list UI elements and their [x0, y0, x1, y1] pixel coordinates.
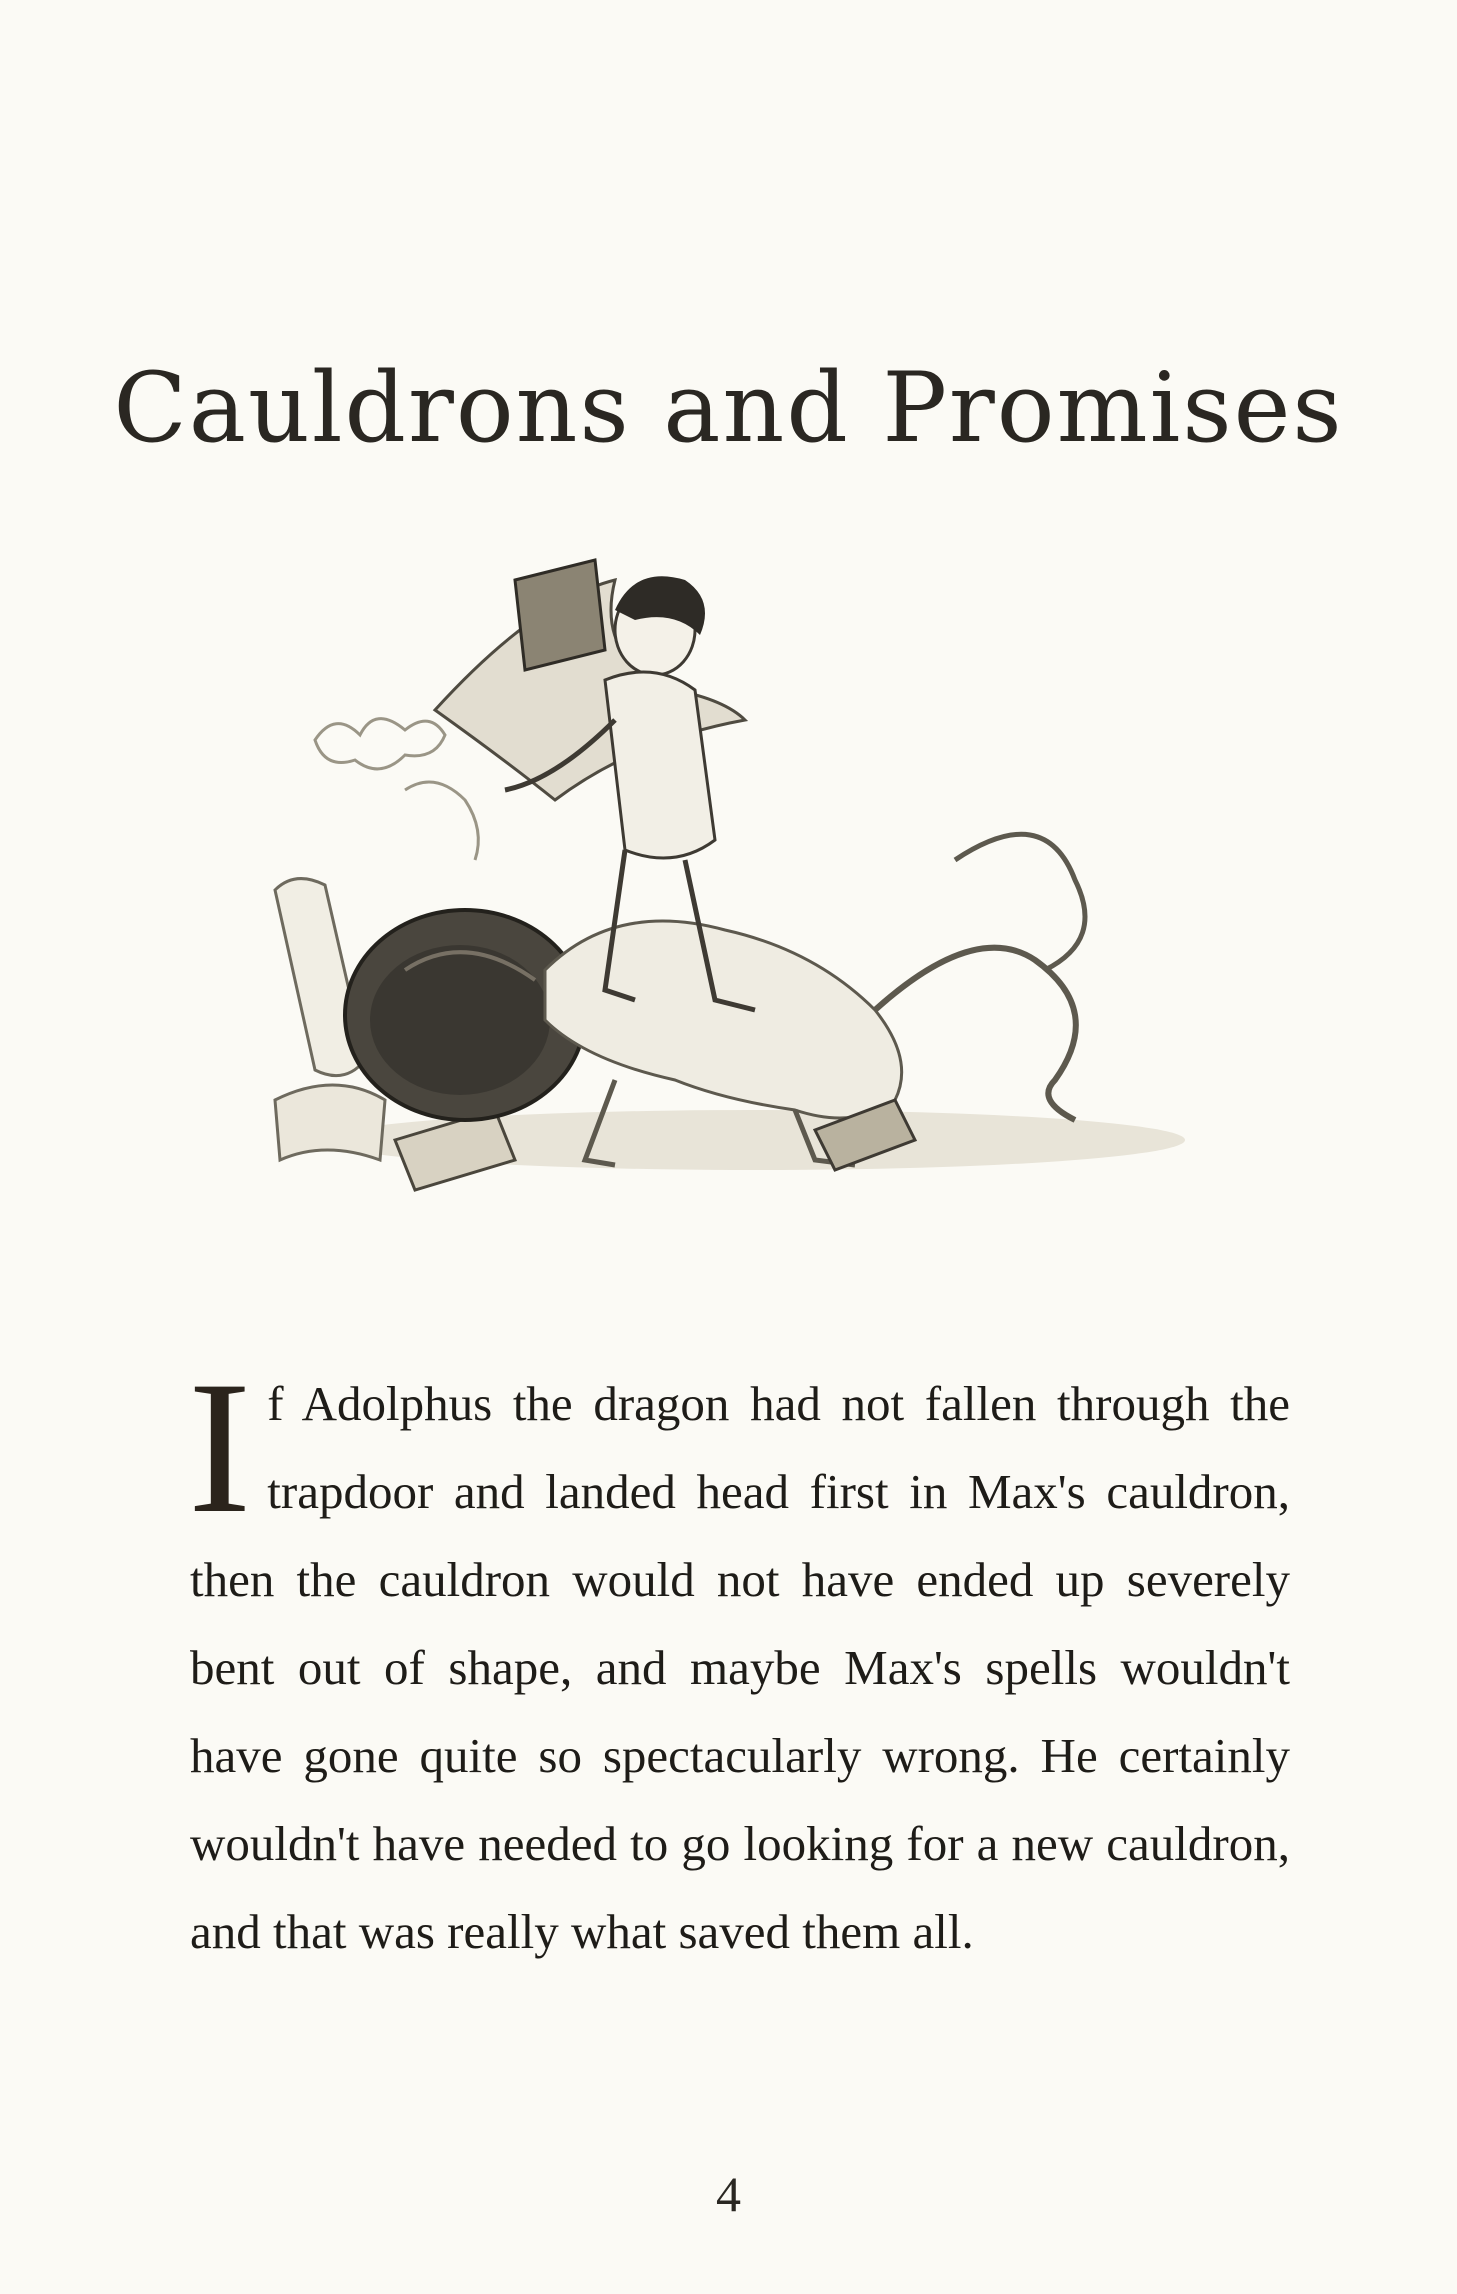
paragraph-text: f Adolphus the dragon had not fallen through the trapdoor and landed head first in Max's cauldron, then the cauldron would not have ended up severely bent out of shape, and maybe Max's spells wouldn't have gone quite so spectacularly wrong. He certainly wouldn't have needed to go looking for a new cauldron, and that was really what saved them all.	[190, 1376, 1290, 1959]
chapter-body-text	[188, 1343, 1290, 1976]
page-number: 4	[716, 2166, 741, 2222]
drop-cap: I	[188, 1343, 252, 1553]
chapter-title: Cauldrons and Promises	[113, 352, 1344, 464]
dragon-boy-cauldron-illustration	[255, 540, 1255, 1200]
